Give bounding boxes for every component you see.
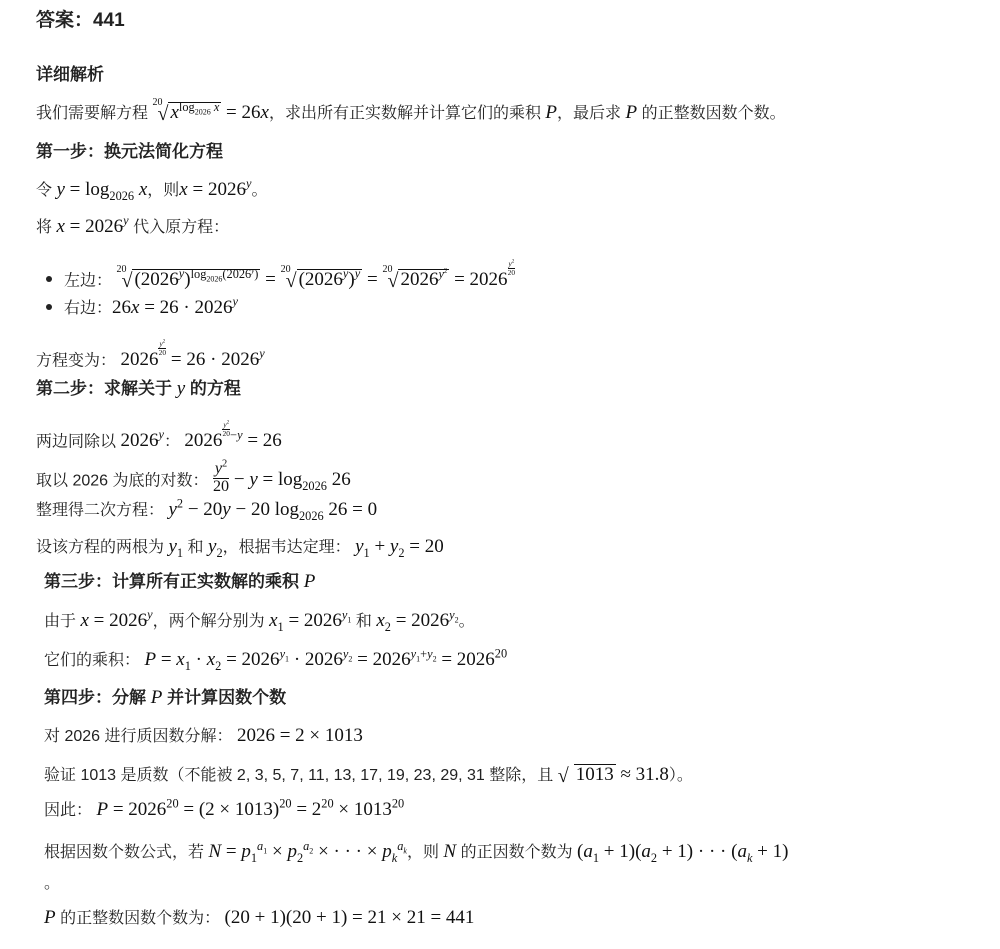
- formula-line: [44, 838, 789, 865]
- solutions-line: [44, 607, 475, 634]
- formula-end: 。: [44, 875, 61, 892]
- quadratic-text: 整理得二次方程：: [36, 502, 165, 519]
- answer-heading: 答案：441: [36, 10, 125, 31]
- substitute-prefix: 将: [36, 219, 53, 236]
- then-text: ，则: [147, 182, 180, 199]
- vieta-text-2: 和: [187, 539, 204, 556]
- period-2: 。: [458, 613, 475, 630]
- math-x-2026y-2: $x = 2026^y$: [80, 607, 153, 631]
- log-line: [36, 458, 351, 496]
- math-x2: $x_2 = 2026^{y_2}$: [376, 607, 459, 634]
- vieta-text-3: ，根据韦达定理：: [222, 539, 351, 556]
- formula-text-2: ，则: [406, 844, 439, 861]
- intro-text-2: ，求出所有正实数解并计算它们的乘积: [268, 105, 541, 122]
- math-product: $P = x_1 \cdot x_2 = 2026^{y_1} \cdot 2026^{y_2} = 2026^{y_1+y_2} = 2026^{20}$: [144, 646, 508, 673]
- math-N: $N = p_1^{a_1} \times p_2^{a_2}$ × · · · × $p_k^{a_k}$: [208, 838, 407, 865]
- final-text: 的正整数因数个数为：: [60, 910, 221, 927]
- intro-text-3: ，最后求: [557, 105, 622, 122]
- right-label: 右边：: [64, 300, 113, 317]
- math-P-2: P: [625, 102, 638, 123]
- math-y1: $y_1$: [168, 536, 184, 560]
- step4-title-text-2: 并计算因数个数: [167, 688, 287, 707]
- math-vieta: $y_1 + y_2 = 20$: [355, 536, 444, 560]
- math-left-side: 20 √ $(2026^y)^{log_{2026}(2026^y)}$ = 20 √ $(2026^y)^y$ = 20 √ $2026^{y^2} = 2026$ $^{\frac{y^2}{20}}$: [116, 259, 516, 293]
- right-side-item: [46, 294, 238, 318]
- quadratic-line: [36, 496, 378, 523]
- since-text-3: 和: [355, 613, 372, 630]
- becomes-text: 方程变为：: [36, 352, 117, 370]
- math-P-3: P: [303, 571, 316, 592]
- math-final-answer: (20 + 1)(20 + 1) = 21 × 21 = 441: [224, 907, 475, 928]
- vieta-text: 设该方程的两根为: [36, 539, 165, 556]
- math-right-side: $26x = 26 \cdot 2026^y$: [112, 294, 238, 318]
- final-line: [44, 908, 474, 927]
- math-2026y: 2026$^y$: [120, 428, 164, 452]
- bullet-icon: [46, 304, 52, 310]
- factor-line: [44, 726, 363, 745]
- factor-text: 对 2026 进行质因数分解：: [44, 728, 233, 745]
- bullet-icon: [46, 276, 52, 282]
- math-y: y: [176, 378, 186, 399]
- math-quadratic: $y^2 - 20y - 20$ $\log_{2026} 26 = 0$: [168, 496, 378, 523]
- equation-becomes: [36, 340, 265, 369]
- math-factorization: 2026 = 2 × 1013: [236, 725, 363, 746]
- math-N-2: N: [443, 841, 457, 862]
- step4-title: [44, 688, 286, 707]
- substitution-line: [36, 176, 268, 203]
- let-text: 令: [36, 182, 53, 199]
- formula-text-3: 的正因数个数为: [460, 844, 573, 861]
- formula-text: 根据因数个数公式，若: [44, 844, 205, 861]
- math-x-def: $x = 2026^y$: [179, 176, 252, 200]
- math-new-equation: 2026 $^{\frac{y^2}{20}}$ = $26 \cdot 2026^y$: [120, 339, 265, 371]
- since-text: 由于: [44, 613, 77, 630]
- step4-title-text: 第四步：分解: [44, 688, 146, 707]
- math-P: P: [545, 102, 558, 123]
- step2-title-text-2: 的方程: [189, 379, 241, 398]
- math-P-expanded: $P = 2026^{20} = (2 \times 1013)^{20} = 2^{20} \times 1013^{20}$: [96, 796, 405, 820]
- math-x1: $x_1 = 2026^{y_1}$: [269, 607, 352, 634]
- intro-text-4: 的正整数因数个数。: [641, 105, 786, 122]
- math-P-4: P: [150, 687, 163, 708]
- product-text: 它们的乘积：: [44, 652, 141, 669]
- intro-line: [36, 97, 786, 125]
- step3-title-text: 第三步：计算所有正实数解的乘积: [44, 572, 299, 591]
- period: 。: [251, 182, 268, 199]
- math-y2: $y_2$: [208, 536, 223, 560]
- therefore-line: [44, 796, 405, 820]
- math-divided: 2026 $^{\frac{y^2}{20} -y}$ = 26: [184, 420, 282, 452]
- since-text-2: ，两个解分别为: [152, 613, 265, 630]
- math-log-equation: $\frac{y^2}{20}$ − $y = \log_{2026} 26$: [212, 458, 351, 495]
- verify-text-2: ）。: [668, 767, 693, 784]
- intro-text: 我们需要解方程: [36, 105, 149, 122]
- therefore-text: 因此：: [44, 802, 93, 819]
- math-P-5: P: [44, 907, 56, 928]
- section-title: 详细解析: [36, 65, 104, 84]
- equation-original: 20 √ $x^{log_{2026} x} = 26x$: [152, 97, 269, 125]
- divide-text: 两边同除以: [36, 433, 117, 451]
- product-line: [44, 646, 508, 673]
- left-side-item: [46, 259, 516, 293]
- vieta-line: [36, 536, 444, 560]
- substitute-text: 代入原方程：: [133, 219, 230, 236]
- math-sqrt-1013: √ 1013 ≈ 31.8: [557, 764, 669, 787]
- left-label: 左边：: [64, 272, 113, 290]
- step2-title: [36, 379, 241, 398]
- step3-title: [44, 572, 315, 591]
- step1-title: 第一步：换元法简化方程: [36, 142, 223, 161]
- math-y-def: $y = \log_{2026} x$: [56, 179, 148, 203]
- math-divisor-formula: $(a_1 + 1)(a_2 + 1)$ · · · $(a_k + 1)$: [577, 841, 789, 865]
- substitute-line: [36, 213, 230, 237]
- divide-line: 两边同除以 2026$^y$： 2026 $^{\frac{y^2}{20} -y}$ = 26: [36, 420, 282, 452]
- log-text: 取以 2026 为底的对数：: [36, 472, 209, 490]
- step2-title-text: 第二步：求解关于: [36, 379, 172, 398]
- verify-text: 验证 1013 是质数（不能被 2, 3, 5, 7, 11, 13, 17, 19, 23, 29, 31 整除，且: [44, 767, 554, 784]
- math-x-2026y: $x = 2026^y$: [56, 213, 129, 237]
- verify-line: [44, 764, 693, 787]
